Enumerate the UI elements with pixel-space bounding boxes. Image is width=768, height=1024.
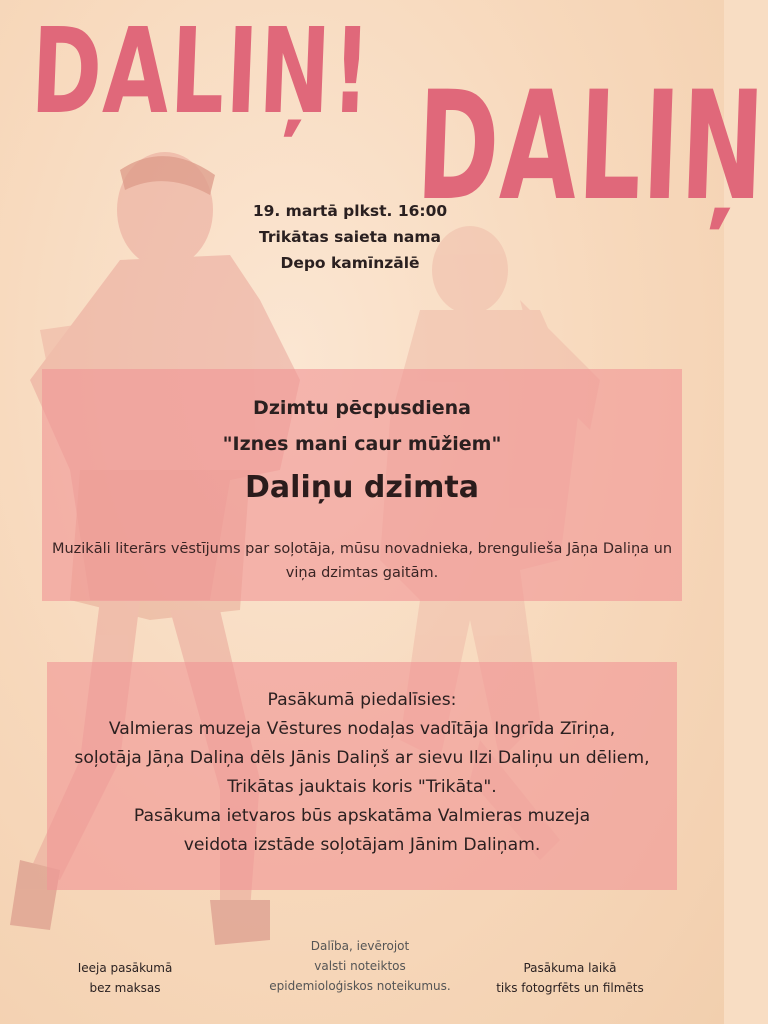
exhibition-line: veidota izstāde soļotājam Jānim Daliņam. xyxy=(183,835,541,855)
stamped-headline-right: DALIŅ xyxy=(413,60,768,234)
photo-note-line1: Pasākuma laikā xyxy=(523,961,617,975)
program-description-line1: Muzikāli literārs vēstījums par soļotāja, mūsu novadnieka, brenguliešа Jāņa Daliņa un xyxy=(51,541,673,557)
covid-note-line2: valsti noteiktos xyxy=(314,959,406,973)
photo-note xyxy=(470,958,670,998)
participant-line: Valmieras muzeja Vēstures nodaļas vadītāja Ingrīda Zīriņa, xyxy=(108,719,616,739)
entry-note xyxy=(60,958,190,998)
participant-line: Trikātas jauktais koris "Trikāta". xyxy=(227,777,497,797)
covid-note-line1: Dalība, ievērojot xyxy=(310,939,410,953)
participants-list xyxy=(47,686,677,860)
participant-line: soļotāja Jāņa Daliņa dēls Jānis Daliņš ar sievu Ilzi Daliņu un dēliem, xyxy=(74,748,650,768)
stamped-headline-left: DALIŅ! xyxy=(28,2,375,140)
covid-note xyxy=(240,936,480,996)
event-date-time: 19. martā plkst. 16:00 xyxy=(252,202,448,220)
program-subtitle: Dzimtu pēcpusdiena xyxy=(253,397,471,419)
program-description-line2: viņa dzimtas gaitām. xyxy=(285,565,439,581)
exhibition-line: Pasākuma ietvaros būs apskatāma Valmieras muzeja xyxy=(133,806,591,826)
event-venue-line1: Trikātas saieta nama xyxy=(259,228,441,246)
participants-heading: Pasākumā piedalīsies: xyxy=(267,690,457,710)
program-title: Daliņu dzimta xyxy=(245,470,479,505)
program-panel xyxy=(42,369,682,601)
photo-note-line2: tiks fotogrfēts un filmēts xyxy=(496,981,644,995)
participants-panel xyxy=(47,662,677,890)
covid-note-line3: epidemioloģiskos noteikumus. xyxy=(269,979,451,993)
program-quote: "Iznes mani caur mūžiem" xyxy=(222,433,502,455)
event-details xyxy=(230,198,470,276)
program-description xyxy=(42,537,682,585)
entry-note-line2: bez maksas xyxy=(89,981,161,995)
entry-note-line1: Ieeja pasākumā xyxy=(77,961,173,975)
event-venue-line2: Depo kamīnzālē xyxy=(280,254,420,272)
